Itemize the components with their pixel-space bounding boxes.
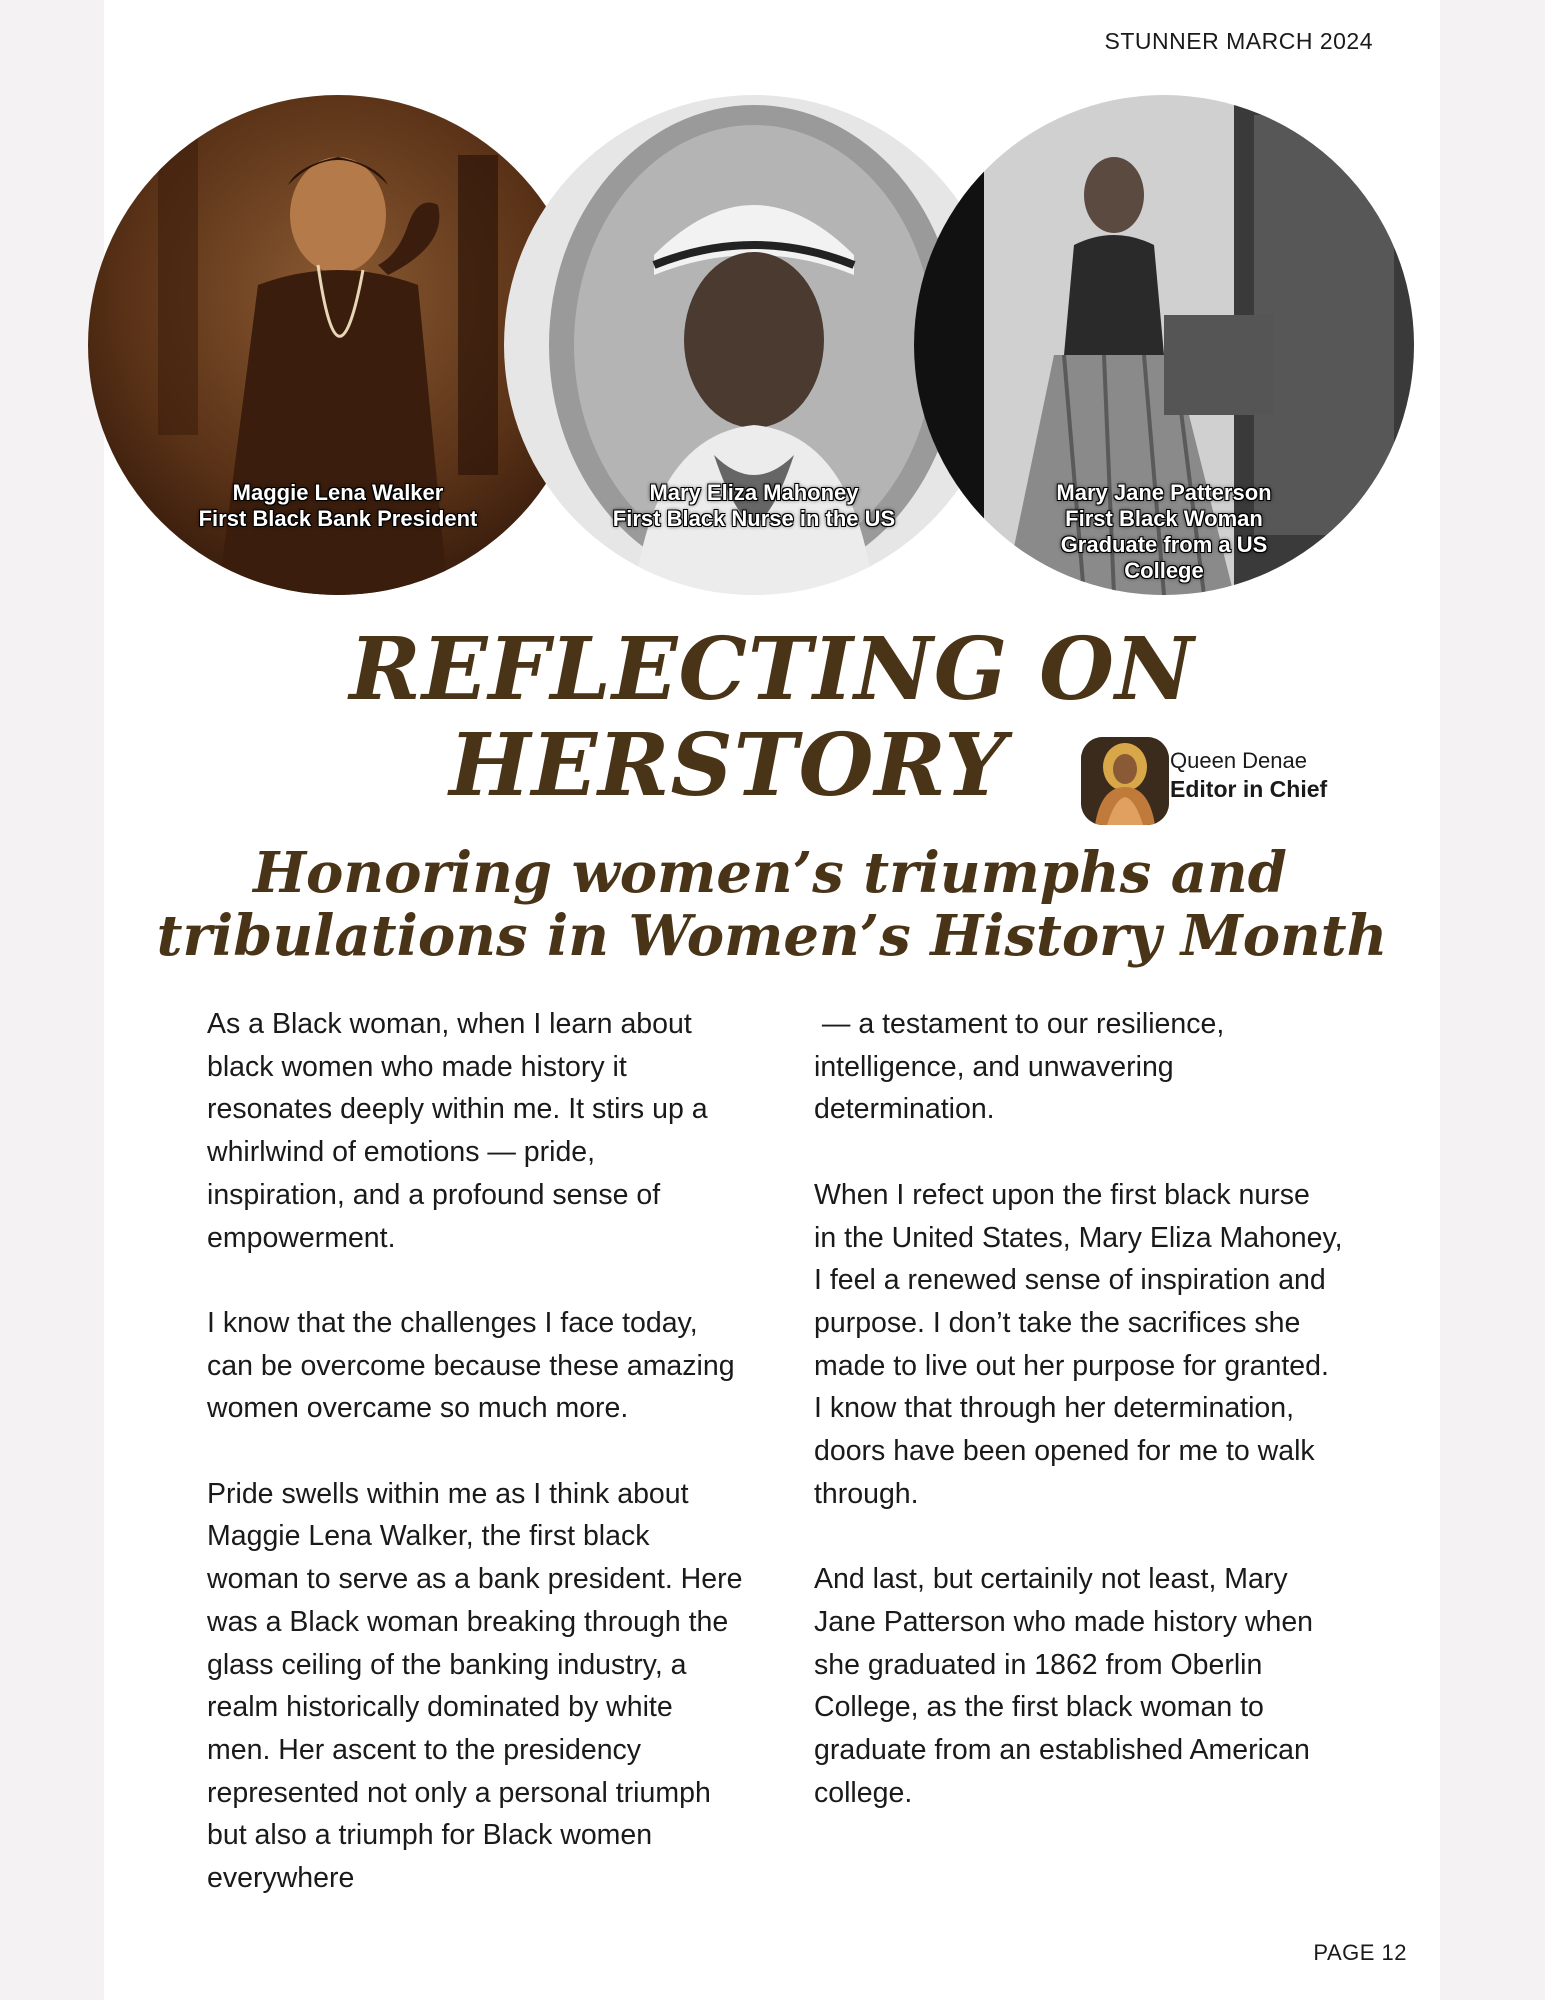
paragraph: And last, but certainily not least, Mary Jane Patterson who made history when she graduated in 1862 from Oberlin College, as the first black woman to graduate from an established American college. xyxy=(814,1563,1314,1809)
paragraph: As a Black woman, when I learn about black women who made history it resonates deeply within me. It stirs up a whirlwind of emotions — pride, inspiration, and a profound sense of empowerment. xyxy=(207,1008,708,1254)
body-column-left xyxy=(207,1003,742,1942)
paragraph: Pride swells within me as I think about Maggie Lena Walker, the first black woman to serve as a bank president. Here was a Black woman breaking through the glass ceiling of the banking industry, a realm historically dominated by white men. Her ascent to the presidency represented not only a personal triumph but also a triumph for Black women everywhere xyxy=(207,1477,743,1895)
paragraph: I know that the challenges I face today, can be overcome because these amazing women overcame so much more. xyxy=(207,1306,735,1425)
portrait-caption-patterson: Mary Jane Patterson First Black Woman Graduate from a US College xyxy=(1056,480,1272,583)
issue-label: STUNNER MARCH 2024 xyxy=(1104,28,1373,54)
magazine-page xyxy=(104,0,1440,2000)
editor-role: Editor in Chief xyxy=(1170,776,1328,802)
editor-avatar xyxy=(1081,737,1169,825)
portrait-caption-mahoney: Mary Eliza Mahoney First Black Nurse in the US xyxy=(612,480,896,531)
editor-avatar-image xyxy=(1081,737,1169,825)
page-number: PAGE 12 xyxy=(1313,1940,1407,1965)
article-subtitle-line-2: tribulations in Women’s History Month xyxy=(156,903,1388,969)
paragraph: — a testament to our resilience, intelligence, and unwavering determination. xyxy=(814,1008,1225,1126)
portrait-mary-jane-patterson xyxy=(914,95,1414,595)
body-column-right xyxy=(814,1003,1343,1857)
paragraph: When I refect upon the first black nurse in the United States, Mary Eliza Mahoney, I feel a renewed sense of inspiration and purpose. I don’t take the sacrifices she made to live out her purpose for granted. I know that through her determination, doors have been opened for me to walk through. xyxy=(814,1178,1343,1510)
editor-name: Queen Denae xyxy=(1170,748,1307,773)
article-subtitle-line-1: Honoring women’s triumphs and xyxy=(253,840,1287,906)
portrait-caption-walker: Maggie Lena Walker First Black Bank President xyxy=(198,480,478,531)
article-title-line-1: REFLECTING ON xyxy=(349,619,1195,720)
article-title-line-2: HERSTORY xyxy=(449,715,1007,816)
